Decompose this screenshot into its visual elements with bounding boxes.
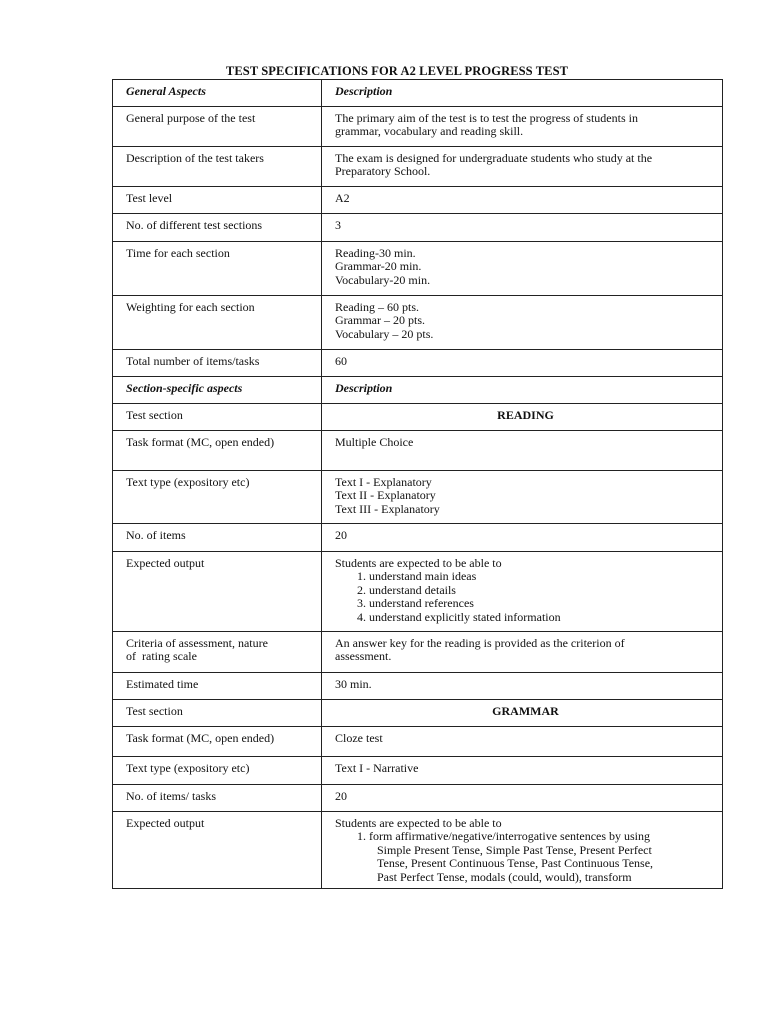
table-row xyxy=(113,673,723,700)
table-row xyxy=(113,147,723,187)
table-row xyxy=(113,187,723,214)
row-label: Expected output xyxy=(113,552,322,632)
table-row xyxy=(113,296,723,350)
row-value: 60 xyxy=(322,350,723,377)
row-label: Total number of items/tasks xyxy=(113,350,322,377)
test-specifications-table xyxy=(112,79,723,889)
row-label: Time for each section xyxy=(113,242,322,296)
row-label: Text type (expository etc) xyxy=(113,471,322,524)
row-label: Criteria of assessment, nature of rating scale xyxy=(113,632,322,673)
table-row xyxy=(113,812,723,889)
row-label: No. of items xyxy=(113,524,322,552)
row-value: Students are expected to be able to 1. form affirmative/negative/interrogative sentences by using Simple Present Tense, Simple Past Tense, Present Perfect Tense, Present Continuous Tense, Past Continuous Tense, Past Perfect Tense, modals (could, would), transform xyxy=(322,812,723,889)
page-title: TEST SPECIFICATIONS FOR A2 LEVEL PROGRESS TEST xyxy=(225,64,569,78)
row-label: Expected output xyxy=(113,812,322,889)
row-label: Test section xyxy=(113,404,322,431)
table-row xyxy=(113,700,723,727)
table-row xyxy=(113,785,723,812)
row-value: Cloze test xyxy=(322,727,723,757)
row-value: Reading – 60 pts. Grammar – 20 pts. Vocabulary – 20 pts. xyxy=(322,296,723,350)
table-row xyxy=(113,632,723,673)
list-item: 1. understand main ideas xyxy=(369,570,716,583)
row-label: No. of different test sections xyxy=(113,214,322,242)
row-value: The exam is designed for undergraduate students who study at the Preparatory School. xyxy=(322,147,723,187)
expected-output-list xyxy=(335,830,716,884)
table-row xyxy=(113,552,723,632)
table-row xyxy=(113,214,723,242)
table-row xyxy=(113,350,723,377)
table-row xyxy=(113,757,723,785)
row-label: Description of the test takers xyxy=(113,147,322,187)
row-value: Text I - Narrative xyxy=(322,757,723,785)
row-label: Text type (expository etc) xyxy=(113,757,322,785)
section-specific-header-row xyxy=(113,377,723,404)
row-value: A2 xyxy=(322,187,723,214)
description-header: Description xyxy=(322,80,723,107)
expected-output-list xyxy=(335,570,716,624)
row-value: An answer key for the reading is provided as the criterion of assessment. xyxy=(322,632,723,673)
table-row xyxy=(113,471,723,524)
list-item: 2. understand details xyxy=(369,584,716,597)
row-value: Multiple Choice xyxy=(322,431,723,471)
list-item: 4. understand explicitly stated information xyxy=(369,611,716,624)
row-value: Reading-30 min. Grammar-20 min. Vocabulary-20 min. xyxy=(322,242,723,296)
row-value: 20 xyxy=(322,524,723,552)
row-value: The primary aim of the test is to test the progress of students in grammar, vocabulary and reading skill. xyxy=(322,107,723,147)
table-row xyxy=(113,242,723,296)
description-header: Description xyxy=(322,377,723,404)
list-item: 3. understand references xyxy=(369,597,716,610)
row-value: Text I - Explanatory Text II - Explanatory Text III - Explanatory xyxy=(322,471,723,524)
general-header-row xyxy=(113,80,723,107)
row-value: 20 xyxy=(322,785,723,812)
row-label: Test level xyxy=(113,187,322,214)
row-label: Test section xyxy=(113,700,322,727)
row-value: Students are expected to be able to 1. understand main ideas 2. understand details 3. understand references 4. understand explicitly stated information xyxy=(322,552,723,632)
row-label: Estimated time xyxy=(113,673,322,700)
table-row xyxy=(113,524,723,552)
table-row xyxy=(113,431,723,471)
row-label: Weighting for each section xyxy=(113,296,322,350)
row-value: 30 min. xyxy=(322,673,723,700)
row-value: 3 xyxy=(322,214,723,242)
row-label: No. of items/ tasks xyxy=(113,785,322,812)
general-aspects-header: General Aspects xyxy=(113,80,322,107)
row-label: Task format (MC, open ended) xyxy=(113,727,322,757)
row-label: General purpose of the test xyxy=(113,107,322,147)
table-row xyxy=(113,727,723,757)
section-specific-aspects-header: Section-specific aspects xyxy=(113,377,322,404)
grammar-section-name: GRAMMAR xyxy=(322,700,723,727)
table-row xyxy=(113,107,723,147)
table-row xyxy=(113,404,723,431)
list-item: 1. form affirmative/negative/interrogative sentences by using Simple Present Tense, Simple Past Tense, Present Perfect Tense, Present Continuous Tense, Past Continuous Tense, Past Perfect Tense, modals (could, would), transform xyxy=(369,830,716,884)
reading-section-name: READING xyxy=(322,404,723,431)
row-label: Task format (MC, open ended) xyxy=(113,431,322,471)
